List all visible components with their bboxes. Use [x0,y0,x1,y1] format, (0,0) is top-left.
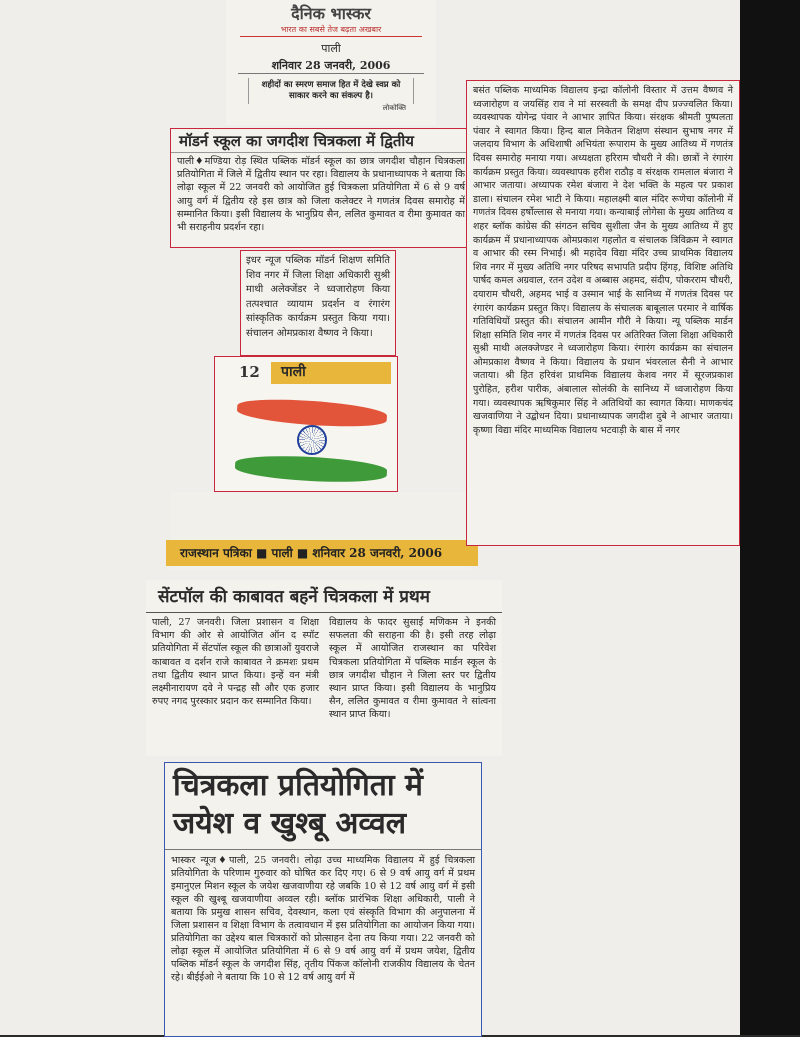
article-modern-school-headline: मॉडर्न स्कूल का जगदीश चित्रकला में द्वितीय [171,129,471,153]
page-label: पाली [271,362,391,384]
patrika-date-text: राजस्थान पत्रिका ■ पाली ■ शनिवार 28 जनवरी, 2006 [180,546,443,560]
masthead-quote [248,78,414,104]
ashoka-chakra-icon [297,425,327,455]
article-jayesh-body: भास्कर न्यूज♦पाली, 25 जनवरी। लोढ़ा उच्च माध्यमिक विद्यालय में हुई चित्रकला प्रतियोगिता के परिणाम गुरुवार को घोषित कर दिए गए। 6 से 9 वर्ष आयु वर्ग में प्रथम इमानुएल मिशन स्कूल के जयेश खजवाणीया रहे जबकि 10 से 12 वर्ष आयु वर्ग में इसी स्कूल की खुश्बू खजवाणीया अव्वल रही। ब्लॉक प्रारंभिक शिक्षा अधिकारी, पाली ने बताया कि प्रमुख शासन सचिव, देवस्थान, कला एवं संस्कृति विभाग की अनुपालना में जिला प्रशासन व शिक्षा विभाग के तत्वावधान में इस प्रतियोगिता का आयोजन किया गया। प्रतियोगिता का उद्देश्य बाल चित्रकारों को प्रोत्साहन देना तय किया गया। 22 जनवरी को लोढ़ा स्कूल में आयोजित प्रतियोगिता में 6 से 9 वर्ष आयु वर्ग में प्रथम जयेश, द्वितीय पब्लिक मॉडर्न स्कूल के जगदीश सिंह, तृतीय पिंकज कॉलोनी राजकीय विद्यालय के चेतन रहे। बीईईओ ने बताया कि 10 से 12 वर्ष आयु वर्ग में [171,855,475,983]
article-st-paul [146,580,502,756]
article-st-paul-headline: सेंटपॉल की काबावत बहनें चित्रकला में प्रथम [146,580,502,613]
masthead-tagline: भारत का सबसे तेज बढ़ता अखबार [240,24,422,37]
article-st-paul-col2: विद्यालय के फादर सुसाई मणिकम ने इनकी सफलता की सराहना की है। इसी तरह लोढ़ा स्कूल में आयोजित राजस्थान का परिवेश चित्रकला प्रतियोगिता में पब्लिक मार्डन स्कूल के छात्र जगदीश चौहान ने जिला स्तर पर द्वितीय स्थान प्राप्त किया। इसी विद्यालय के भानुप्रिय सैन, ललित कुमावत व रीमा कुमावत ने सांत्वना स्थान प्राप्त किया। [329,617,496,721]
flag-green-band [234,453,387,485]
masthead-title: दैनिक भास्कर [291,4,371,23]
article-republic-day-schools-body: बसंत पब्लिक माध्यमिक विद्यालय इन्द्रा कॉलोनी विस्तार में उत्तम वैष्णव ने ध्वजारोहण व जयसिंह राव ने मां सरस्वती के समक्ष दीप प्रज्ज्वलित किया। व्यवस्थापक योगेन्द्र पंवार ने आभार ज्ञापित किया। संरक्षक श्रीमती पुष्पलता पंवार ने स्वागत किया। हिन्द बाल निकेतन शिक्षण संस्थान सुभाष नगर में जलदाय विभाग के अधिशाषी अभियंता रूपाराम के मुख्य आतिथ्य में गणतंत्र दिवस समारोह मनाया गया। अध्यक्षता हरिराम चौधरी ने की। छात्रों ने रंगारंग कार्यक्रम प्रस्तुत किया। व्यवस्थापक हरीश राठौड़ व संरक्षक रामलाल बंजारा ने आभार जताया। अध्यापक रमेश बंजारा ने देश भक्ति के महत्व पर प्रकाश डाला। संचालन रमेश भाटी ने किया। महालक्ष्मी बाल मंदिर रूणेचा कॉलोनी में गणतंत्र दिवस हर्षोल्लास से मनाया गया। कन्याबाई लोगेसा के मुख्य आतिथ्य व शहर ब्लॉक कांग्रेस की संगठन सचिव सुशीला जैन के मुख्य आतिथ्य में हुए कार्यक्रम में प्रधानाध्यापक ओमप्रकाश गहलोत व संचालक त्रिविक्रम ने स्वागत व आभार की रस्म निभाई। श्री महादेव विद्या मंदिर उच्च प्राथमिक विद्यालय शिव नगर में मुख्य अतिथि नगर परिषद सभापति प्रदीप हिंगड़, विशिष्ट अतिथि पार्षद कमल अग्रवाल, रतन उदेश व अब्बास अहमद, संदीप, पोकरराम चौधरी, दयाराम चौधरी, अहमद भाई व उस्मान भाई के सानिध्य में गणतंत्र दिवस पर रंगारंग कार्यक्रम प्रस्तुत किए। विद्यालय के संचालक बाबूलाल परमार ने वार्षिक गतिविधियों प्रस्तुत की। संचालन आमीन गौरी ने किया। न्यू पब्लिक मार्डन शिक्षा समिति शिव नगर में गणतंत्र दिवस पर अतिरिक्त जिला शिक्षा अधिकारी सुश्री माथी अलक्जेण्डर ने ध्वजारोहण किया। रंगारंग कार्यक्रम का संचालन ओमप्रकाश वैष्णव ने किया। विद्यालय के प्रधान भंवरलाल सैनी ने आभार जताया। श्री हित हरिवंश प्राथमिक विद्यालय केशव नगर में सूरजप्रकाश पुरोहित, हरीश पारीक, अंबालाल सोलंकी के सानिध्य में ध्वजारोहण किया गया। व्यवस्थापक ऋषिकुमार सिंह ने अतिथियों का स्वागत किया। माणकचंद खजवाणिया ने उद्बोधन दिया। प्रधानाध्यापक जगदीश दुबे ने आभार जताया। कृष्णा विद्या मंदिर माध्यमिक विद्यालय भटवाड़ी के बास में नगर [473,85,733,436]
article-republic-day-schools [466,80,740,546]
article-shiv-nagar-body: इधर न्यूज पब्लिक मॉडर्न शिक्षण समिति शिव नगर में जिला शिक्षा अधिकारी सुश्री माथी अलेक्जेंडर ने ध्वजारोहण किया तत्पश्चात व्यायाम प्रदर्शन व रंगारंग सांस्कृतिक कार्यक्रम प्रस्तुत किया गया। संचालन ओमप्रकाश वैष्णव ने किया। [246,255,390,339]
article-jayesh-headline-line1: चित्रकला प्रतियोगिता में [173,768,423,803]
article-jayesh-khushbu [164,762,482,1037]
patrika-date-tape [166,540,478,566]
article-st-paul-columns [146,613,502,725]
page-number: 12 [239,363,260,381]
flag-clipping [214,356,398,492]
masthead-clipping [226,0,436,125]
masthead-quote-text: शहीदों का स्मरण समाज हित में देखे स्वप्न को साकार करने का संकल्प है। [261,80,401,101]
masthead-date: शनिवार 28 जनवरी, 2006 [238,58,424,74]
masthead-city: पाली [321,42,341,55]
article-st-paul-col1: पाली, 27 जनवरी। जिला प्रशासन व शिक्षा विभाग की ओर से आयोजित ऑन द स्पॉट प्रतियोगिता में सेंटपॉल स्कूल की छात्राओं युवराजे काबावत व दर्शन राजे काबावत ने क्रमशः प्रथम तथा द्वितीय स्थान प्राप्त किया। इन्हें वन मंत्री लक्ष्मीनारायण दवे ने पन्द्रह सौ और एक हजार रुपए नगद पुरस्कार प्रदान कर सम्मानित किया। [152,617,319,708]
article-modern-school-body: पाली♦मण्डिया रोड़ स्थित पब्लिक मॉडर्न स्कूल का छात्र जगदीश चौहान चित्रकला प्रतियोगिता में जिले में द्वितीय स्थान पर रहा। विद्यालय के प्रधानाध्यापक ने बताया कि लोढ़ा स्कूल में 22 जनवरी को आयोजित हुई चित्रकला प्रतियोगिता में 6 से 9 वर्ष आयु वर्ग में द्वितीय रहे इस छात्र को जिला कलेक्टर ने गणतंत्र दिवस समारोह में सम्मानित किया। इसी विद्यालय के भानुप्रिय सैन, ललित कुमावत व रीमा कुमावत का भी सराहनीय प्रदर्शन रहा। [177,156,465,234]
article-shiv-nagar [240,250,396,356]
article-modern-school [170,128,472,248]
article-jayesh-headline-line2: जयेश व खुश्बू अव्वल [165,805,481,850]
masthead-quote-author: लोकोक्ति [382,104,406,112]
scan-edge-shadow [740,0,800,1035]
